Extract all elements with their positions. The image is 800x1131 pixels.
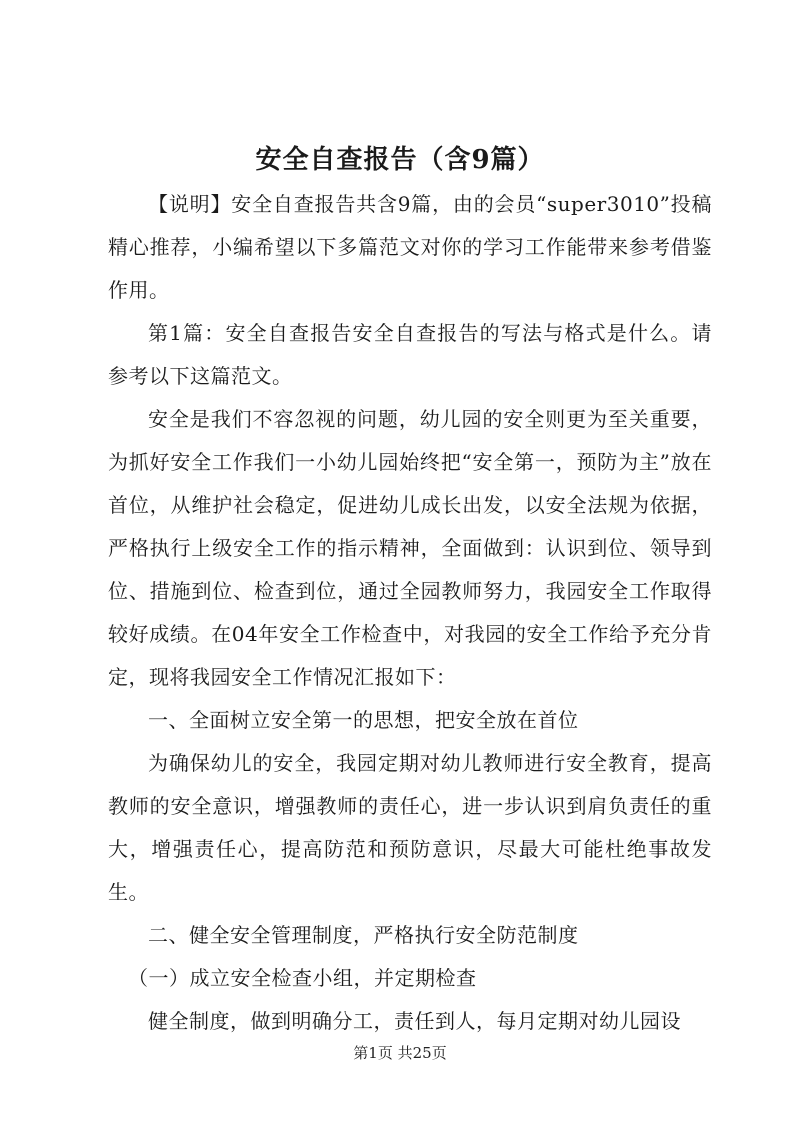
paragraph-section-2: 健全制度，做到明确分工，责任到人，每月定期对幼儿园设	[148, 1009, 681, 1033]
paragraph-section-1: 为确保幼儿的安全，我园定期对幼儿教师进行安全教育，提高教师的安全意识，增强教师的责任心，进一步认识到肩负责任的重大，增强责任心，提高防范和预防意识，尽最大可能杜绝事故发生。	[108, 751, 712, 904]
document-title: 安全自查报告（含9篇）	[255, 145, 545, 175]
section-heading-2: 二、健全安全管理制度，严格执行安全防范制度	[148, 923, 579, 947]
page-footer: 第1页 共25页	[353, 1044, 447, 1062]
paragraph-note: 【说明】安全自查报告共含9篇，由的会员“super3010”投稿精心推荐，小编希望以下多篇范文对你的学习工作能带来参考借鉴作用。	[108, 192, 712, 302]
subsection-heading-1: （一）成立安全检查小组，并定期检查	[128, 966, 477, 990]
document-body	[108, 183, 712, 1043]
section-heading-1: 一、全面树立安全第一的思想，把安全放在首位	[148, 708, 579, 732]
paragraph-overview: 安全是我们不容忽视的问题，幼儿园的安全则更为至关重要，为抓好安全工作我们一小幼儿园始终把“安全第一，预防为主”放在首位，从维护社会稳定，促进幼儿成长出发，以安全法规为依据，严格执行上级安全工作的指示精神，全面做到：认识到位、领导到位、措施到位、检查到位，通过全园教师努力，我园安全工作取得较好成绩。在04年安全工作检查中，对我园的安全工作给予充分肯定，现将我园安全工作情况汇报如下：	[108, 407, 712, 689]
paragraph-article-intro: 第1篇：安全自查报告安全自查报告的写法与格式是什么。请参考以下这篇范文。	[108, 321, 712, 388]
